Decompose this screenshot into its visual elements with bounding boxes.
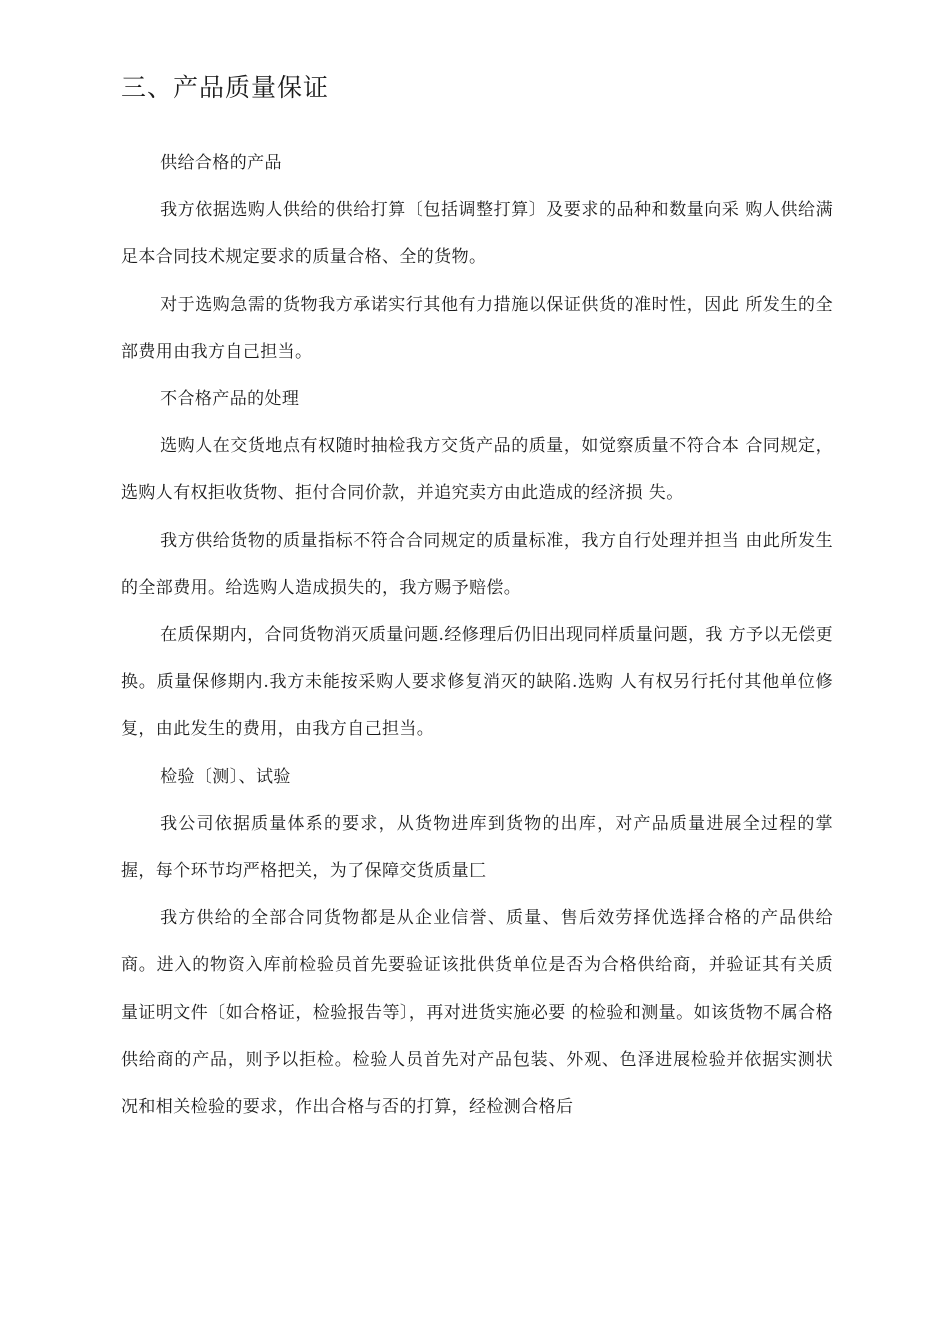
section-heading: 供给合格的产品 xyxy=(160,153,282,173)
paragraph: 对于选购急需的货物我方承诺实行其他有力措施以保证供货的准时性，因此 所发生的全部费用由我方自己担当。 xyxy=(121,294,833,362)
paragraph: 我公司依据质量体系的要求，从货物进库到货物的出库，对产品质量进展全过程的掌握，每个环节均严格把关，为了保障交货质量匚 xyxy=(121,813,833,882)
page-title: 三、产品质量保证 xyxy=(121,73,330,102)
paragraph: 我方供给货物的质量指标不符合合同规定的质量标准，我方自行处理并担当 由此所发生的全部费用。给选购人造成损失的，我方赐予赔偿。 xyxy=(121,530,833,598)
section-heading: 不合格产品的处理 xyxy=(160,389,300,410)
document-body xyxy=(121,140,833,1131)
paragraph: 在质保期内，合同货物消灭质量问题.经修理后仍旧出现同样质量问题，我 方予以无偿更换。质量保修期内.我方未能按采购人要求修复消灭的缺陷.选购 人有权另行托付其他单位修复，由此发生的费用，由我方自己担当。 xyxy=(121,625,833,740)
paragraph: 我方供给的全部合同货物都是从企业信誉、质量、售后效劳择优选择合格的产品供给商。进入的物资入库前检验员首先要验证该批供货单位是否为合格供给商，并验证其有关质量证明文件〔如合格证，检验报告等〕，再对进货实施必要 的检验和测量。如该货物不属合格供给商的产品，则予以拒检。检验人员首先对产品包装、外观、色泽进展检验并依据实测状况和相关检验的要求，作出合格与否的打算，经检测合格后 xyxy=(121,908,833,1118)
paragraph: 我方依据选购人供给的供给打算〔包括调整打算〕及要求的品种和数量向采 购人供给满足本合同技术规定要求的质量合格、全的货物。 xyxy=(121,200,833,268)
paragraph: 选购人在交货地点有权随时抽检我方交货产品的质量，如觉察质量不符合本 合同规定，选购人有权拒收货物、拒付合同价款，并追究卖方由此造成的经济损 失。 xyxy=(121,436,833,504)
section-heading: 检验〔测〕、试验 xyxy=(160,766,291,787)
